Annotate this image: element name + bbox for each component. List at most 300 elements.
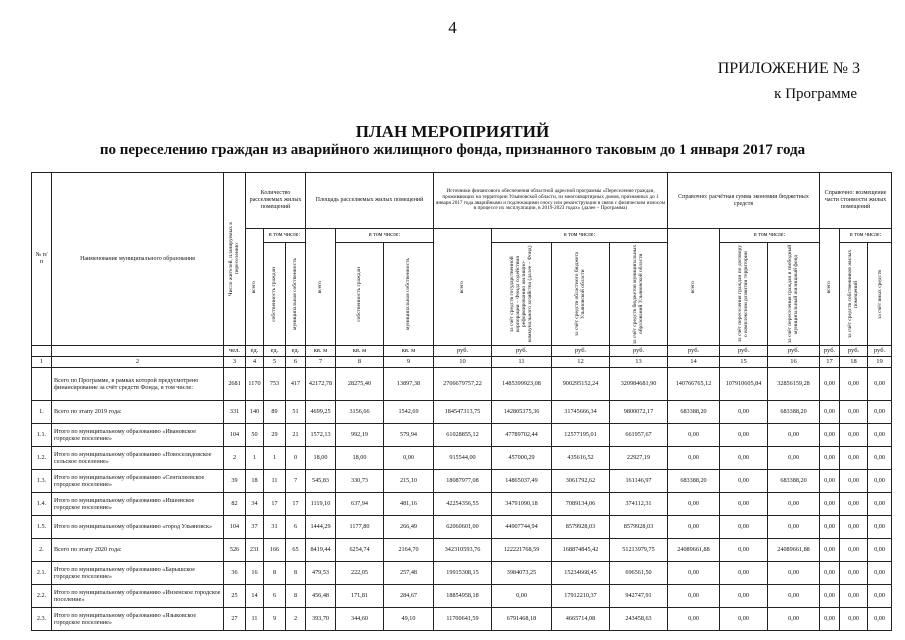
row-value: 637,94 (336, 493, 384, 516)
row-value: 0,00 (768, 516, 820, 539)
row-value: 62060601,00 (434, 516, 492, 539)
row-number: 1.3. (32, 470, 52, 493)
appendix-title: ПРИЛОЖЕНИЕ № 3 (717, 60, 860, 77)
row-value: 683388,20 (668, 401, 720, 424)
row-value: 417 (286, 368, 306, 401)
row-value: 526 (224, 539, 246, 562)
unit-cell: ед. (246, 346, 264, 357)
row-value: 107910605,84 (720, 368, 768, 401)
col-number: 6 (286, 357, 306, 368)
row-value: 1170 (246, 368, 264, 401)
row-number: 2. (32, 539, 52, 562)
row-value: 8579928,03 (552, 516, 610, 539)
row-name: Итого по муниципальному образованию «Языковское городское поселение» (52, 608, 224, 631)
table-row (32, 401, 892, 424)
row-value: 0,00 (840, 539, 868, 562)
row-value: 6 (286, 516, 306, 539)
table-row (32, 470, 892, 493)
col-number: 5 (264, 357, 286, 368)
hdr-area-total (306, 229, 336, 346)
row-value: 0,00 (868, 516, 892, 539)
col-number: 16 (768, 357, 820, 368)
row-value: 753 (264, 368, 286, 401)
row-value: 166 (264, 539, 286, 562)
row-value: 0,00 (720, 585, 768, 608)
row-value: 0,00 (768, 608, 820, 631)
row-value: 8 (264, 562, 286, 585)
unit-cell: руб. (492, 346, 552, 357)
col-number: 3 (224, 357, 246, 368)
col-number: 13 (610, 357, 668, 368)
row-value: 0,00 (720, 470, 768, 493)
row-value: 243458,63 (610, 608, 668, 631)
col-number: 11 (492, 357, 552, 368)
unit-cell-blank (52, 346, 224, 357)
row-value: 24089661,88 (668, 539, 720, 562)
row-number: 1. (32, 401, 52, 424)
row-value: 0,00 (868, 470, 892, 493)
row-value: 0,00 (668, 608, 720, 631)
unit-cell: кв. м (306, 346, 336, 357)
table-body (32, 368, 892, 631)
row-value: 456,48 (306, 585, 336, 608)
row-value: 18 (246, 470, 264, 493)
hdr-residents (224, 173, 246, 346)
col-number: 19 (868, 357, 892, 368)
hdr-area-municipal-text: муниципальная собственность (405, 258, 412, 330)
table-row (32, 424, 892, 447)
row-value: 435616,52 (552, 447, 610, 470)
row-value: 14865037,49 (492, 470, 552, 493)
row-value: 0,00 (668, 516, 720, 539)
hdr-local-text: за счёт средств бюджетов муниципальных образований Ульяновской области (632, 244, 645, 344)
row-number: 2.2. (32, 585, 52, 608)
hdr-area-own-citizens-text: собственность граждан (356, 266, 363, 322)
row-value: 0,00 (868, 401, 892, 424)
row-value: 0,00 (868, 608, 892, 631)
row-number: 1.4. (32, 493, 52, 516)
table-row (32, 368, 892, 401)
row-value: 2164,70 (384, 539, 434, 562)
row-value: 28275,40 (336, 368, 384, 401)
row-value: 49,10 (384, 608, 434, 631)
row-value: 0,00 (668, 447, 720, 470)
row-value: 257,48 (384, 562, 434, 585)
row-value: 12577195,01 (552, 424, 610, 447)
row-value: 0,00 (868, 585, 892, 608)
row-value: 6791468,18 (492, 608, 552, 631)
hdr-comp-other-text: за счёт иных средств (876, 269, 883, 319)
row-value: 0,00 (820, 401, 840, 424)
row-value: 0,00 (820, 424, 840, 447)
row-value: 320984681,90 (610, 368, 668, 401)
row-value: 184547313,75 (434, 401, 492, 424)
row-number: 2.3. (32, 608, 52, 631)
hdr-comp-owners-text: за счёт средств собственников жилых помещений (847, 249, 860, 339)
row-value: 29 (264, 424, 286, 447)
row-value: 992,19 (336, 424, 384, 447)
row-value: 942747,91 (610, 585, 668, 608)
row-value: 171,81 (336, 585, 384, 608)
row-value: 0,00 (668, 424, 720, 447)
row-value: 661957,67 (610, 424, 668, 447)
row-name: Итого по муниципальному образованию «Инзенское городское поселение» (52, 585, 224, 608)
col-number: 12 (552, 357, 610, 368)
row-value: 4665714,08 (552, 608, 610, 631)
row-value: 21 (286, 424, 306, 447)
row-value: 0,00 (720, 424, 768, 447)
row-value: 2 (286, 608, 306, 631)
row-value: 1485399923,08 (492, 368, 552, 401)
row-value: 0,00 (768, 493, 820, 516)
row-value: 0,00 (840, 608, 868, 631)
row-value: 1 (264, 447, 286, 470)
row-value: 8579928,03 (610, 516, 668, 539)
row-value: 11 (246, 608, 264, 631)
hdr-ref-compensation: Справочно: возмещение части стоимости жилых помещений (820, 173, 892, 229)
row-value: 0,00 (720, 608, 768, 631)
unit-cell: кв. м (336, 346, 384, 357)
row-value: 31 (264, 516, 286, 539)
row-value: 0,00 (868, 562, 892, 585)
hdr-area: Площадь расселяемых жилых помещений (306, 173, 434, 229)
hdr-sources-total (434, 229, 492, 346)
row-value: 140766765,12 (668, 368, 720, 401)
hdr-area-municipal (384, 243, 434, 346)
col-number: 8 (336, 357, 384, 368)
row-value: 0,00 (820, 608, 840, 631)
hdr-local (610, 243, 668, 346)
hdr-sources-including: в том числе: (492, 229, 668, 243)
row-value: 0,00 (820, 562, 840, 585)
row-value: 18,00 (306, 447, 336, 470)
row-value: 545,83 (306, 470, 336, 493)
row-value: 37 (246, 516, 264, 539)
col-number: 4 (246, 357, 264, 368)
appendix-subtitle: к Программе (774, 86, 857, 102)
row-value: 44907744,94 (492, 516, 552, 539)
row-value: 0,00 (868, 447, 892, 470)
row-value: 11700641,59 (434, 608, 492, 631)
unit-cell: чел. (224, 346, 246, 357)
plan-subtitle: по переселению граждан из аварийного жилищного фонда, признанного таковым до 1 января 2017 года (99, 142, 806, 158)
row-value: 342310593,76 (434, 539, 492, 562)
hdr-municipal-text: муниципальная собственность (292, 258, 299, 330)
row-value: 330,73 (336, 470, 384, 493)
row-value: 9800072,17 (610, 401, 668, 424)
row-value: 82 (224, 493, 246, 516)
row-value: 579,94 (384, 424, 434, 447)
row-value: 61028855,12 (434, 424, 492, 447)
hdr-rooms-total (246, 229, 264, 346)
row-value: 0,00 (668, 562, 720, 585)
row-number: 1.2. (32, 447, 52, 470)
row-value: 1119,10 (306, 493, 336, 516)
row-value: 36 (224, 562, 246, 585)
row-value: 31745666,34 (552, 401, 610, 424)
row-value: 13897,38 (384, 368, 434, 401)
row-value: 32856159,28 (768, 368, 820, 401)
hdr-sources-total-text: всего (459, 280, 466, 294)
row-number (32, 368, 52, 401)
row-value: 89 (264, 401, 286, 424)
hdr-ref-savings: Справочно: расчётная сумма экономии бюджетных средств (668, 173, 820, 229)
table-row (32, 516, 892, 539)
row-name: Итого по муниципальному образованию «город Ульяновск» (52, 516, 224, 539)
row-value: 161146,97 (610, 470, 668, 493)
row-value: 331 (224, 401, 246, 424)
units-row (32, 346, 892, 357)
row-value: 0,00 (720, 447, 768, 470)
row-value: 18,00 (336, 447, 384, 470)
row-value: 222,05 (336, 562, 384, 585)
row-value: 0,00 (820, 493, 840, 516)
row-value: 39 (224, 470, 246, 493)
row-value: 6 (264, 585, 286, 608)
row-value: 0,00 (384, 447, 434, 470)
row-value: 0,00 (720, 401, 768, 424)
row-value: 2 (224, 447, 246, 470)
col-number: 2 (52, 357, 224, 368)
row-value: 11 (264, 470, 286, 493)
row-value: 7089134,06 (552, 493, 610, 516)
row-name: Итого по муниципальному образованию «Барышское городское поселение» (52, 562, 224, 585)
row-value: 0,00 (492, 585, 552, 608)
row-value: 683388,20 (768, 470, 820, 493)
row-value: 2706679757,22 (434, 368, 492, 401)
hdr-sources: Источники финансового обеспечения областной адресной программы «Переселение граждан, проживающих на территории Ульяновской области, из многоквартирных домов, признанных до 1 января 2017 года аварийными и подлежащими сносу или реконструкции в связи с физическим износом в процессе их эксплуатации, в 2019-2023 годах» (далее – Программа) (434, 173, 668, 229)
row-value: 3061792,62 (552, 470, 610, 493)
row-value: 900295152,24 (552, 368, 610, 401)
row-value: 168874845,42 (552, 539, 610, 562)
row-value: 0,00 (820, 447, 840, 470)
hdr-residents-text: Число жителей, планируемых к переселению (228, 221, 241, 297)
row-value: 34 (246, 493, 264, 516)
hdr-num: № п/п (32, 173, 52, 346)
hdr-savings-contract-text: за счёт переселения граждан по договору о комплексном развитии территории (737, 245, 750, 343)
col-number: 7 (306, 357, 336, 368)
row-name: Всего по этапу 2019 года: (52, 401, 224, 424)
row-value: 1 (246, 447, 264, 470)
hdr-own-citizens-text: собственность граждан (271, 266, 278, 322)
row-name: Итого по муниципальному образованию «Сенгилеевское городское поселение» (52, 470, 224, 493)
row-value: 2681 (224, 368, 246, 401)
row-value: 3984073,25 (492, 562, 552, 585)
hdr-savings-total (668, 229, 720, 346)
table-row (32, 562, 892, 585)
row-value: 457000,29 (492, 447, 552, 470)
row-value: 0,00 (840, 368, 868, 401)
row-value: 0,00 (720, 516, 768, 539)
row-value: 0,00 (720, 562, 768, 585)
hdr-regional (552, 243, 610, 346)
row-value: 0,00 (820, 585, 840, 608)
row-value: 215,10 (384, 470, 434, 493)
unit-cell: руб. (820, 346, 840, 357)
row-value: 16 (246, 562, 264, 585)
unit-cell-blank (32, 346, 52, 357)
row-value: 17912210,37 (552, 585, 610, 608)
row-value: 4699,25 (306, 401, 336, 424)
row-value: 18087977,08 (434, 470, 492, 493)
row-name: Всего по Программе, в рамках которой предусмотрено финансирование за счёт средств Фонда, в том числе: (52, 368, 224, 401)
row-value: 1542,69 (384, 401, 434, 424)
row-value: 7 (286, 470, 306, 493)
col-number: 14 (668, 357, 720, 368)
hdr-municipal (286, 243, 306, 346)
unit-cell: ед. (264, 346, 286, 357)
plan-table (31, 172, 892, 631)
hdr-comp-other (868, 243, 892, 346)
row-value: 0,00 (868, 424, 892, 447)
row-value: 683388,20 (768, 401, 820, 424)
row-value: 231 (246, 539, 264, 562)
unit-cell: руб. (434, 346, 492, 357)
plan-title: ПЛАН МЕРОПРИЯТИЙ (355, 122, 550, 141)
unit-cell: руб. (868, 346, 892, 357)
row-value: 24089661,88 (768, 539, 820, 562)
row-value: 0,00 (868, 368, 892, 401)
row-value: 15234668,45 (552, 562, 610, 585)
unit-cell: руб. (668, 346, 720, 357)
row-value: 6254,74 (336, 539, 384, 562)
row-value: 0,00 (820, 470, 840, 493)
row-value: 0,00 (840, 562, 868, 585)
hdr-savings-including: в том числе: (720, 229, 820, 243)
row-value: 47789702,44 (492, 424, 552, 447)
hdr-name: Наименование муниципального образования (52, 173, 224, 346)
row-value: 51 (286, 401, 306, 424)
table-row (32, 539, 892, 562)
row-value: 0,00 (840, 470, 868, 493)
hdr-rooms-total-text: всего (251, 280, 258, 294)
hdr-fund-text: за счёт средств государственной корпорации – Фонда содействия реформированию жилищно-коммунального хозяйства (далее – Фонд) (509, 245, 534, 343)
row-value: 284,67 (384, 585, 434, 608)
row-value: 104 (224, 516, 246, 539)
hdr-regional-text: за счёт средств областного бюджета Ульяновской области (574, 251, 587, 337)
hdr-savings-total-text: всего (690, 280, 697, 294)
table-row (32, 608, 892, 631)
row-value: 1444,29 (306, 516, 336, 539)
row-value: 42172,78 (306, 368, 336, 401)
row-value: 8 (286, 585, 306, 608)
row-value: 19915308,15 (434, 562, 492, 585)
hdr-comp-total (820, 229, 840, 346)
hdr-savings-free (768, 243, 820, 346)
hdr-fund (492, 243, 552, 346)
row-name: Всего по этапу 2020 года: (52, 539, 224, 562)
row-value: 3156,66 (336, 401, 384, 424)
row-value: 0,00 (840, 401, 868, 424)
hdr-area-total-text: всего (317, 280, 324, 294)
row-value: 142805375,36 (492, 401, 552, 424)
row-value: 0,00 (668, 493, 720, 516)
row-value: 0,00 (720, 539, 768, 562)
col-number: 17 (820, 357, 840, 368)
row-value: 479,53 (306, 562, 336, 585)
row-value: 0,00 (820, 516, 840, 539)
row-value: 374112,31 (610, 493, 668, 516)
row-value: 8 (286, 562, 306, 585)
row-value: 140 (246, 401, 264, 424)
row-value: 481,16 (384, 493, 434, 516)
row-name: Итого по муниципальному образованию «Новоселидовское сельское поселение» (52, 447, 224, 470)
row-value: 34791090,18 (492, 493, 552, 516)
hdr-rooms-count: Количество расселяемых жилых помещений (246, 173, 306, 229)
col-number: 15 (720, 357, 768, 368)
col-number: 1 (32, 357, 52, 368)
row-value: 393,70 (306, 608, 336, 631)
row-value: 51213979,75 (610, 539, 668, 562)
row-value: 50 (246, 424, 264, 447)
row-value: 0 (286, 447, 306, 470)
row-value: 104 (224, 424, 246, 447)
row-value: 1177,80 (336, 516, 384, 539)
col-number: 10 (434, 357, 492, 368)
row-value: 0,00 (768, 562, 820, 585)
row-value: 14 (246, 585, 264, 608)
row-value: 25 (224, 585, 246, 608)
row-value: 0,00 (820, 368, 840, 401)
row-value: 1572,13 (306, 424, 336, 447)
col-number: 18 (840, 357, 868, 368)
hdr-savings-contract (720, 243, 768, 346)
hdr-own-citizens (264, 243, 286, 346)
plan-table-wrapper (31, 172, 887, 631)
table-row (32, 493, 892, 516)
row-value: 0,00 (840, 516, 868, 539)
unit-cell: ед. (286, 346, 306, 357)
row-value: 17 (264, 493, 286, 516)
row-name: Итого по муниципальному образованию «Ивановское городское поселение» (52, 424, 224, 447)
row-value: 915544,00 (434, 447, 492, 470)
unit-cell: руб. (610, 346, 668, 357)
page-number: 4 (448, 18, 457, 37)
row-value: 17 (286, 493, 306, 516)
hdr-area-own-citizens (336, 243, 384, 346)
row-value: 266,49 (384, 516, 434, 539)
col-number: 9 (384, 357, 434, 368)
unit-cell: руб. (552, 346, 610, 357)
row-value: 344,60 (336, 608, 384, 631)
row-value: 0,00 (768, 447, 820, 470)
row-value: 8419,44 (306, 539, 336, 562)
row-value: 696561,50 (610, 562, 668, 585)
unit-cell: руб. (720, 346, 768, 357)
row-number: 1.5. (32, 516, 52, 539)
row-value: 122221768,59 (492, 539, 552, 562)
unit-cell: кв. м (384, 346, 434, 357)
row-value: 0,00 (840, 493, 868, 516)
row-value: 0,00 (720, 493, 768, 516)
row-value: 65 (286, 539, 306, 562)
row-value: 18854958,18 (434, 585, 492, 608)
column-numbers-row (32, 357, 892, 368)
hdr-comp-including: в том числе: (840, 229, 892, 243)
row-value: 0,00 (840, 447, 868, 470)
table-row (32, 585, 892, 608)
row-value: 0,00 (868, 493, 892, 516)
hdr-comp-owners (840, 243, 868, 346)
row-name: Итого по муниципальному образованию «Ишеевское городское поселение» (52, 493, 224, 516)
row-number: 2.1. (32, 562, 52, 585)
row-value: 0,00 (668, 585, 720, 608)
row-number: 1.1. (32, 424, 52, 447)
hdr-area-including: в том числе: (336, 229, 434, 243)
row-value: 22927,19 (610, 447, 668, 470)
row-value: 9 (264, 608, 286, 631)
row-value: 27 (224, 608, 246, 631)
